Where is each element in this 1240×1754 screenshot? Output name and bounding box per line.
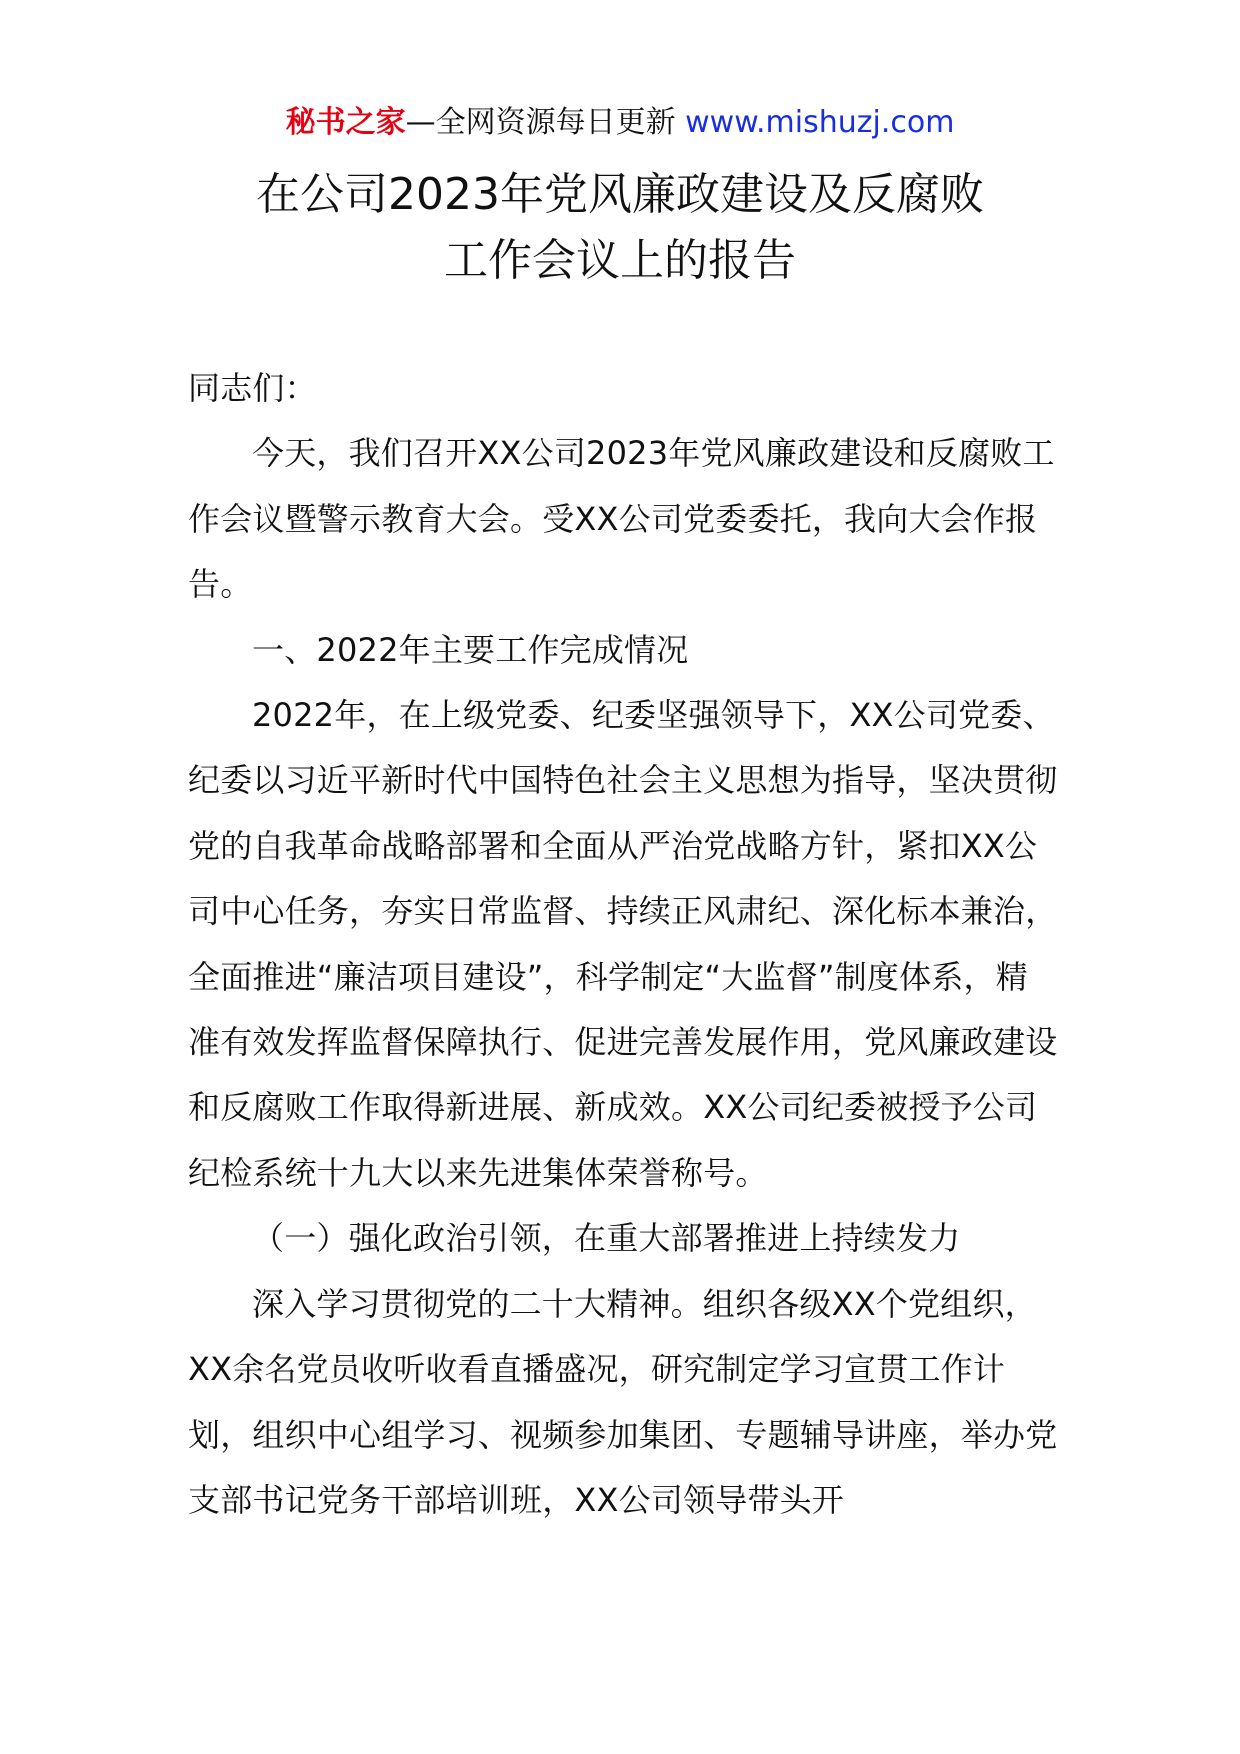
document-title: [0, 162, 1240, 294]
site-header: [0, 100, 1240, 146]
title-line-1: 在公司2023年党风廉政建设及反腐败: [256, 169, 984, 220]
section-heading-1: 一、2022年主要工作完成情况: [252, 630, 689, 669]
site-url-link[interactable]: www.mishuzj.com: [685, 105, 955, 140]
site-tagline: —全网资源每日更新: [405, 105, 686, 140]
document-body: [188, 356, 1060, 1533]
paragraph-summary: 2022年，在上级党委、纪委坚强领导下，XX公司党委、纪委以习近平新时代中国特色社会主义思想为指导，坚决贯彻党的自我革命战略部署和全面从严治党战略方针，紧扣XX公司中心任务，夯实日常监督、持续正风肃纪、深化标本兼治，全面推进“廉洁项目建设”，科学制定“大监督”制度体系，精准有效发挥监督保障执行、促进完善发展作用，党风廉政建设和反腐败工作取得新进展、新成效。XX公司纪委被授予公司纪检系统十九大以来先进集体荣誉称号。: [188, 696, 1058, 1192]
paragraph-intro: 今天，我们召开XX公司2023年党风廉政建设和反腐败工作会议暨警示教育大会。受XX公司党委委托，我向大会作报告。: [188, 434, 1055, 604]
salutation: 同志们：: [188, 369, 317, 407]
site-brand: 秘书之家: [285, 105, 406, 140]
subsection-heading-1: （一）强化政治引领，在重大部署推进上持续发力: [252, 1219, 961, 1258]
title-line-2: 工作会议上的报告: [444, 235, 796, 286]
paragraph-study: 深入学习贯彻党的二十大精神。组织各级XX个党组织，XX余名党员收听收看直播盛况，研究制定学习宣贯工作计划，组织中心组学习、视频参加集团、专题辅导讲座，举办党支部书记党务干部培训班，XX公司领导带头开: [188, 1284, 1058, 1519]
